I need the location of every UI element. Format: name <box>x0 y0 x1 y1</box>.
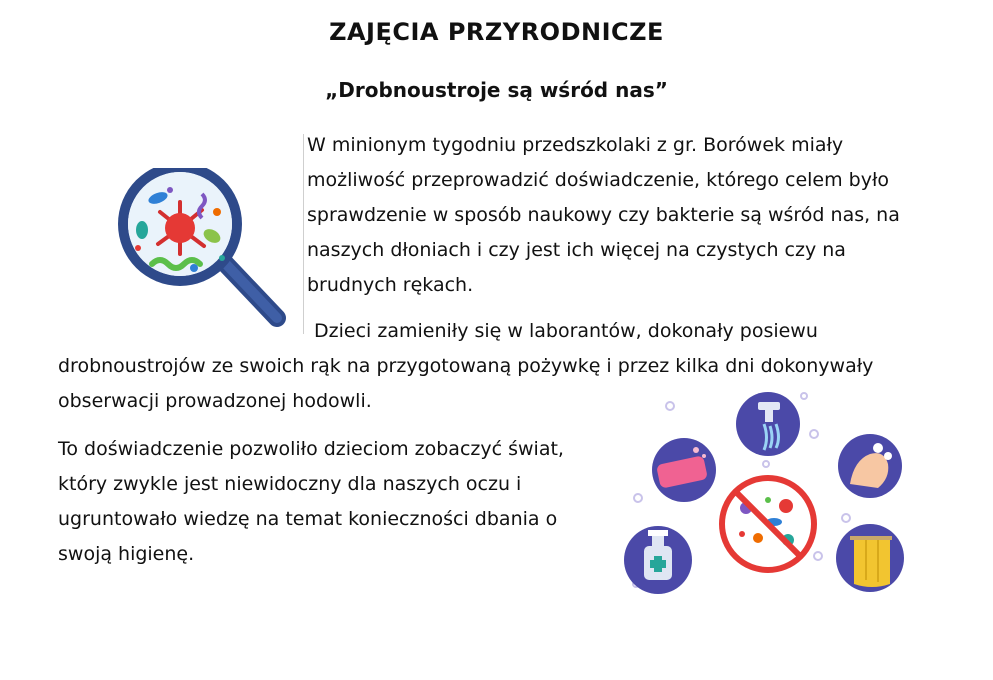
text-line: Dzieci zamieniły się w laborantów, dokonały posiewu <box>308 320 818 342</box>
text-cursor-line <box>303 134 304 334</box>
text-line: naszych dłoniach i czy jest ich więcej na czystych czy na <box>307 239 846 261</box>
text-line: swoją higienę. <box>58 543 195 565</box>
text-line: ugruntowało wiedzę na temat konieczności dbania o <box>58 508 558 530</box>
sanitizer-bottle-icon <box>624 526 692 594</box>
hands-washing-icon <box>838 434 902 498</box>
text-line: który zwykle jest niewidoczny dla naszych oczu i <box>58 473 522 495</box>
text-line: obserwacji prowadzonej hodowli. <box>58 390 372 412</box>
text-line: drobnoustrojów ze swoich rąk na przygotowaną pożywkę i przez kilka dni dokonywały <box>58 355 874 377</box>
no-bacteria-icon <box>722 478 814 570</box>
paragraph-conclusion <box>58 432 618 572</box>
towel-icon <box>836 524 904 592</box>
hygiene-illustration <box>618 388 918 603</box>
text-line: brudnych rękach. <box>307 274 474 296</box>
page-subtitle: „Drobnoustroje są wśród nas” <box>325 78 668 102</box>
soap-icon <box>652 438 716 502</box>
paragraph-experiment-intro <box>307 128 947 303</box>
text-line: możliwość przeprowadzić doświadczenie, którego celem było <box>307 169 889 191</box>
text-line: sprawdzenie w sposób naukowy czy bakterie są wśród nas, na <box>307 204 900 226</box>
text-line: To doświadczenie pozwoliło dzieciom zobaczyć świat, <box>58 438 564 460</box>
text-line: W minionym tygodniu przedszkolaki z gr. Borówek miały <box>307 134 844 156</box>
page-title: ZAJĘCIA PRZYRODNICZE <box>329 18 664 46</box>
magnifier-bacteria-illustration <box>112 168 302 332</box>
